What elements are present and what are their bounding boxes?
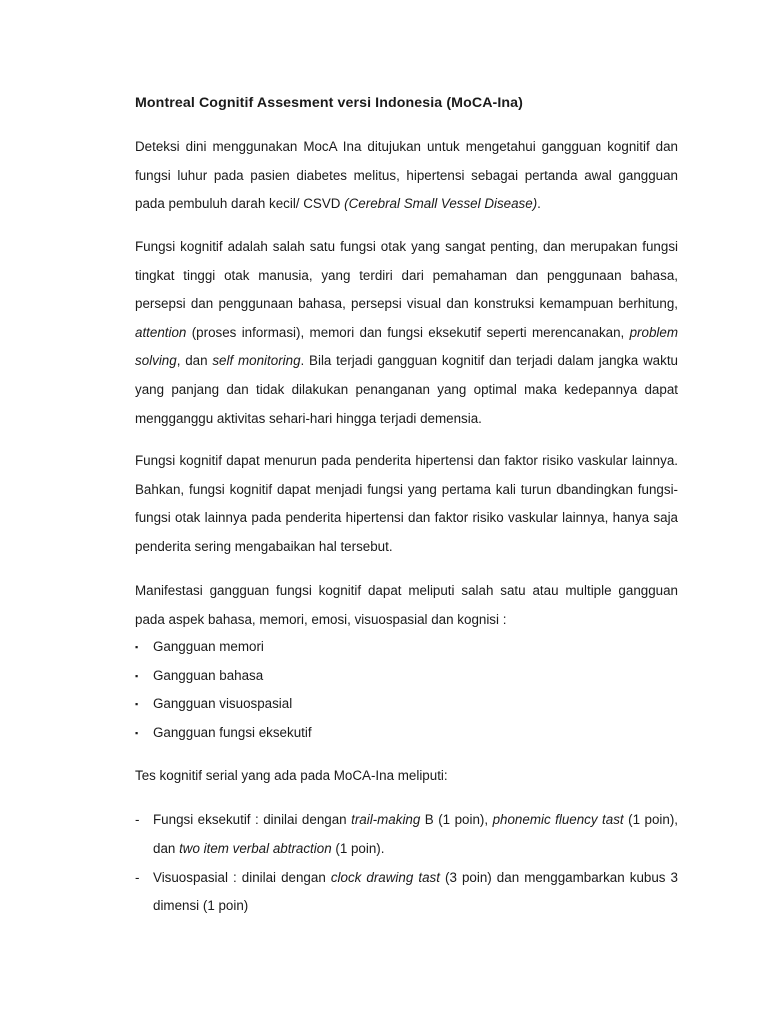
italic-text-run: phonemic fluency tast bbox=[492, 812, 624, 827]
list-item bbox=[135, 662, 678, 691]
text-run: (1 poin), dan bbox=[153, 812, 682, 856]
italic-text-run: problem solving bbox=[135, 324, 682, 369]
square-bullet-icon: ▪ bbox=[135, 670, 139, 681]
square-bullet-icon: ▪ bbox=[135, 727, 139, 738]
square-bullet-icon: ▪ bbox=[135, 699, 139, 709]
text-run: Manifestasi gangguan fungsi kognitif dapat meliputi salah satu atau multiple gangguan pada aspek bahasa, memori, emosi, visuospasial dan kognisi : bbox=[135, 583, 682, 627]
dash-list-tes bbox=[135, 806, 682, 921]
list-item bbox=[135, 690, 678, 719]
list-item-label: Gangguan visuospasial bbox=[153, 696, 293, 711]
paragraph-manifestasi bbox=[135, 577, 682, 634]
paragraph-tes-kognitif-serial bbox=[135, 762, 678, 791]
text-run: Deteksi dini menggunakan MocA Ina ditujukan untuk mengetahui gangguan kognitif dan fungsi luhur pada pasien diabetes melitus, hipertensi sebagai pertanda awal gangguan pada pembuluh darah kecil/ CSVD bbox=[135, 139, 682, 212]
text-run: Tes kognitif serial yang ada pada MoCA-Ina meliputi: bbox=[135, 768, 448, 783]
document-title: Montreal Cognitif Assesment versi Indonesia (MoCA-Ina) bbox=[135, 95, 523, 111]
list-item bbox=[135, 633, 678, 662]
text-run: . Bila terjadi gangguan kognitif dan terjadi dalam jangka waktu yang panjang dan tidak dilakukan penanganan yang optimal maka kedepannya dapat mengganggu aktivitas sehari-hari hingga terjadi demensia. bbox=[135, 353, 682, 426]
italic-text-run: attention bbox=[135, 324, 187, 340]
paragraph-deteksi-dini bbox=[135, 133, 682, 219]
italic-text-run: self monitoring bbox=[212, 353, 301, 369]
text-run: (3 poin) dan menggambarkan kubus 3 dimensi (1 poin) bbox=[153, 869, 682, 914]
text-run: , dan bbox=[176, 353, 213, 369]
list-item-label: Gangguan bahasa bbox=[153, 667, 264, 683]
dash-bullet-icon: - bbox=[135, 869, 140, 885]
text-run: Fungsi eksekutif : dinilai dengan bbox=[153, 812, 352, 827]
list-item-visuospasial bbox=[135, 864, 682, 921]
italic-text-run: two item verbal abtraction bbox=[179, 840, 332, 856]
paragraph-fungsi-kognitif-definisi bbox=[135, 233, 682, 433]
italic-text-run: (Cerebral Small Vessel Disease) bbox=[344, 196, 538, 212]
text-run: (proses informasi), memori dan fungsi eksekutif seperti merencanakan, bbox=[186, 324, 630, 340]
text-run: Fungsi kognitif dapat menurun pada penderita hipertensi dan faktor risiko vaskular lainnya. Bahkan, fungsi kognitif dapat menjadi fungsi yang pertama kali turun dbandingkan fungsi-fungsi otak lainnya pada penderita hipertensi dan faktor risiko vaskular lainnya, hanya saja penderita sering mengabaikan hal tersebut. bbox=[135, 453, 682, 554]
paragraph-fungsi-kognitif-menurun bbox=[135, 447, 682, 561]
text-run: Fungsi kognitif adalah salah satu fungsi otak yang sangat penting, dan merupakan fungsi tingkat tinggi otak manusia, yang terdiri dari pemahaman dan penggunaan bahasa, persepsi dan penggunaan bahasa, persepsi visual dan konstruksi kemampuan berhitung, bbox=[135, 239, 682, 312]
text-run: B (1 poin), bbox=[420, 812, 493, 827]
list-item-fungsi-eksekutif bbox=[135, 806, 682, 863]
dash-bullet-icon: - bbox=[135, 812, 140, 827]
list-item-text bbox=[153, 870, 682, 914]
square-bullet-icon: ▪ bbox=[135, 642, 139, 652]
bullet-list-gangguan bbox=[135, 633, 678, 747]
text-run: Visuospasial : dinilai dengan bbox=[153, 869, 331, 885]
list-item-label: Gangguan memori bbox=[153, 639, 264, 654]
list-item-text bbox=[153, 812, 682, 856]
italic-text-run: clock drawing tast bbox=[330, 869, 440, 885]
text-run: . bbox=[537, 196, 541, 212]
italic-text-run: trail-making bbox=[351, 812, 421, 827]
list-item-label: Gangguan fungsi eksekutif bbox=[153, 724, 312, 740]
text-run: (1 poin). bbox=[331, 840, 385, 856]
list-item bbox=[135, 719, 678, 748]
